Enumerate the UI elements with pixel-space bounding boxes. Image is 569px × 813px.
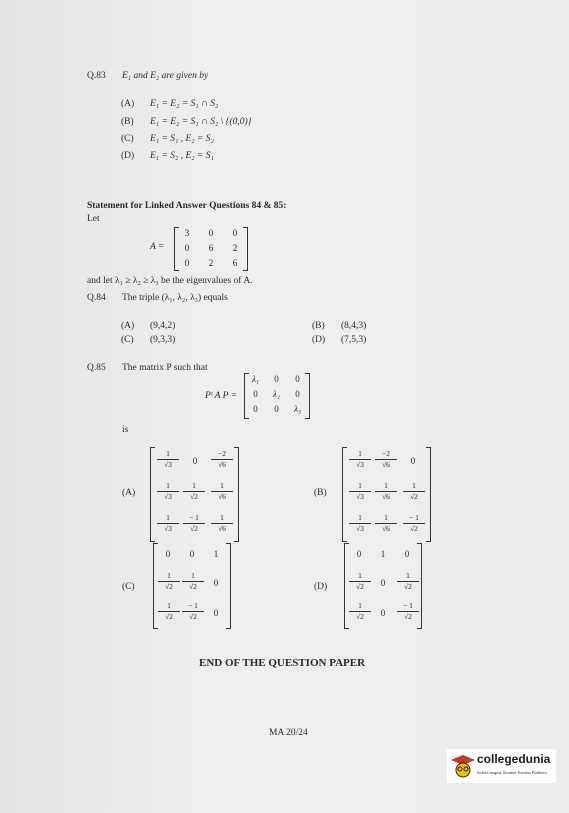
q84-option-d-label: (D): [312, 335, 326, 345]
q83-number: Q.83: [87, 71, 106, 81]
q84-option-c-label: (C): [121, 335, 134, 345]
matrix-cell: 0: [356, 549, 362, 559]
q84-number: Q.84: [87, 293, 106, 303]
q83-option-b-label: (B): [121, 117, 134, 127]
q83-option-c-label: (C): [121, 134, 134, 144]
option-a-matrix: $\frac{1}{√3}$ 0 $\frac{-2}{√6}$ $\frac{1}{√3}$ $\frac{1}{√2}$ $\frac{1}{√6}$ $\frac{1}{√3}$ $\frac{- 1}{√2}$ $\frac{1}{√6}$: [150, 447, 239, 542]
lambda-matrix-cell: λ₂: [272, 389, 281, 399]
matrix-cell: 0: [404, 549, 410, 559]
q83-stem: E₁ and E₂ are given by: [122, 71, 209, 81]
matrix-cell: 0: [380, 578, 386, 588]
matrix-cell: 1: [213, 549, 219, 559]
matrix-cell: 0: [213, 578, 219, 588]
linked-heading: Statement for Linked Answer Questions 84 & 85:: [87, 201, 287, 211]
matrix-a-cell: 0: [232, 228, 238, 238]
linked-let: Let: [87, 214, 100, 224]
matrix-cell: 0: [189, 549, 195, 559]
q84-option-d-text: (7,5,3): [341, 335, 367, 345]
q84-option-b-label: (B): [312, 321, 325, 331]
q84-option-b-text: (8,4,3): [341, 321, 367, 331]
q83-option-b-text: E₁ = E₂ = S₁ ∩ S₂ \ {(0,0)}: [150, 117, 252, 127]
q83-option-a-text: E₁ = E₂ = S₁ ∩ S₂: [150, 99, 219, 109]
q84-option-a-label: (A): [121, 321, 135, 331]
matrix-a-cell: 2: [232, 243, 238, 253]
graduate-icon: [450, 753, 476, 779]
end-of-paper: END OF THE QUESTION PAPER: [199, 657, 366, 669]
matrix-cell: 1: [380, 549, 386, 559]
logo-tagline: India's largest Student Review Platform: [477, 770, 547, 775]
lambda-matrix-cell: λ₁: [251, 374, 260, 384]
lambda-matrix-cell: 0: [253, 389, 258, 399]
q85-is: is: [122, 425, 129, 435]
matrix-a-cell: 6: [232, 258, 238, 268]
eigenvalue-statement: and let λ₁ ≥ λ₂ ≥ λ₃ be the eigenvalues of A.: [87, 276, 253, 286]
q85-option-d-label: (D): [314, 582, 328, 592]
q85-option-a-label: (A): [122, 488, 136, 498]
matrix-a-cell: 6: [208, 243, 214, 253]
matrix-a-cell: 3: [184, 228, 190, 238]
q85-stem: The matrix P such that: [122, 363, 208, 373]
q85-option-c-label: (C): [122, 582, 135, 592]
matrix-a: [174, 227, 248, 271]
lambda-matrix-cell: 0: [295, 374, 300, 384]
diagonal-lambda-matrix: [244, 373, 310, 419]
logo-name: collegedunia: [477, 752, 551, 766]
option-c-matrix: 0 0 1 $\frac{1}{√2}$ $\frac{1}{√2}$ 0 $\frac{1}{√2}$ $\frac{- 1}{√2}$ 0: [153, 543, 231, 629]
q83-option-d-label: (D): [121, 151, 135, 161]
matrix-a-cell: 2: [208, 258, 214, 268]
matrix-cell: 0: [213, 608, 219, 618]
lambda-matrix-cell: 0: [295, 389, 300, 399]
q84-option-a-text: (9,4,2): [150, 321, 176, 331]
q83-option-a-label: (A): [121, 99, 135, 109]
lambda-matrix-cell: 0: [274, 374, 279, 384]
page-number: MA 20/24: [269, 728, 308, 738]
matrix-cell: 0: [165, 549, 171, 559]
q83-option-d-text: E₁ = S₂ , E₂ = S₁: [150, 151, 214, 161]
q83-option-c-text: E₁ = S₁ , E₂ = S₂: [150, 134, 214, 144]
matrix-a-cell: 0: [184, 243, 190, 253]
q85-option-b-label: (B): [314, 488, 327, 498]
matrix-a-cell: 0: [184, 258, 190, 268]
lambda-matrix-cell: 0: [274, 404, 279, 414]
matrix-cell: 0: [380, 608, 386, 618]
q85-number: Q.85: [87, 363, 106, 373]
q85-lhs: Pᵗ A P =: [205, 391, 238, 401]
lambda-matrix-cell: 0: [253, 404, 258, 414]
matrix-a-cell: 0: [208, 228, 214, 238]
lambda-matrix-cell: λ₃: [293, 404, 302, 414]
option-d-matrix: 0 1 0 $\frac{1}{√2}$ 0 $\frac{1}{√2}$ $\frac{1}{√2}$ 0 $\frac{- 1}{√2}$: [344, 543, 422, 629]
q84-option-c-text: (9,3,3): [150, 335, 176, 345]
matrix-a-label: A =: [150, 242, 165, 252]
option-b-matrix: $\frac{1}{√3}$ $\frac{-2}{√6}$ 0 $\frac{1}{√3}$ $\frac{1}{√6}$ $\frac{1}{√2}$ $\frac{1}{√3}$ $\frac{1}{√6}$ $\frac{- 1}{√2}$: [342, 447, 431, 542]
q84-stem: The triple (λ₁, λ₂, λ₃) equals: [122, 293, 228, 303]
